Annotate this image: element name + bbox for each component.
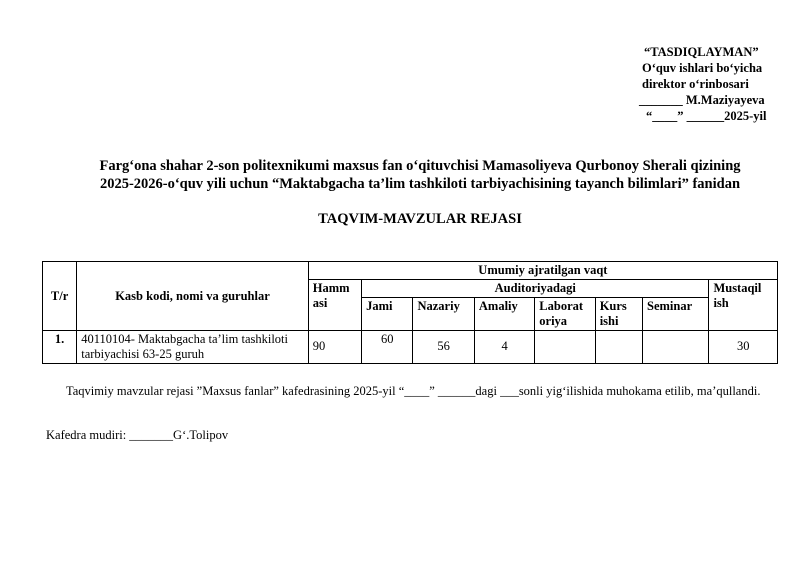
head-of-department: Kafedra mudiri: _______G‘.Tolipov [46, 428, 229, 442]
cell-tr: 1. [43, 331, 77, 364]
document-title: TAQVIM-MAVZULAR REJASI [318, 211, 522, 227]
header-nazariy: Nazariy [413, 298, 474, 331]
cell-kasb: 40110104- Maktabgacha ta’lim tashkiloti tarbiyachisi 63-25 guruh [77, 331, 309, 364]
header-umumiy: Umumiy ajratilgan vaqt [308, 262, 777, 280]
approval-block [636, 44, 766, 124]
approval-line-2: O‘quv ishlari bo‘yicha [642, 61, 763, 75]
header-laboratoriya: Laborat oriya [535, 298, 595, 331]
header-mustaqil: Mustaqil ish [709, 280, 778, 331]
plan-table [42, 261, 778, 364]
cell-nazariy: 56 [413, 331, 474, 364]
cell-seminar [643, 331, 709, 364]
cell-jami: 60 [362, 331, 413, 364]
table-row [43, 331, 778, 364]
header-auditoriya: Auditoriyadagi [362, 280, 709, 298]
header-row-1 [43, 262, 778, 280]
cell-amaliy: 4 [474, 331, 534, 364]
header-seminar: Seminar [643, 298, 709, 331]
cell-hammasi: 90 [308, 331, 361, 364]
header-hammasi: Hamm asi [308, 280, 361, 331]
approval-line-5: “____” ______2025-yil [646, 109, 767, 123]
approval-line-3: direktor o‘rinbosari [642, 77, 749, 91]
approval-line-4: _______ M.Maziyayeva [639, 93, 765, 107]
document-heading [40, 157, 800, 193]
header-jami: Jami [362, 298, 413, 331]
approval-note: Taqvimiy mavzular rejasi ”Maxsus fanlar” kafedrasining 2025-yil “____” ______dagi ___sonli yig‘ilishida muhokama etilib, ma’qullandi. [66, 384, 761, 398]
cell-mustaqil: 30 [709, 331, 778, 364]
header-kurs: Kurs ishi [595, 298, 642, 331]
cell-laboratoriya [535, 331, 595, 364]
header-kasb: Kasb kodi, nomi va guruhlar [77, 262, 309, 331]
cell-kurs [595, 331, 642, 364]
heading-line-1: Farg‘ona shahar 2-son politexnikumi maxsus fan o‘qituvchisi Mamasoliyeva Qurbonoy Sherali qizining [99, 158, 741, 174]
heading-line-2: 2025-2026-o‘quv yili uchun “Maktabgacha ta’lim tashkiloti tarbiyachisining tayanch bilimlari” fanidan [99, 176, 741, 192]
header-amaliy: Amaliy [474, 298, 534, 331]
header-tr: T/r [43, 262, 77, 331]
approval-line-1: “TASDIQLAYMAN” [644, 45, 759, 59]
